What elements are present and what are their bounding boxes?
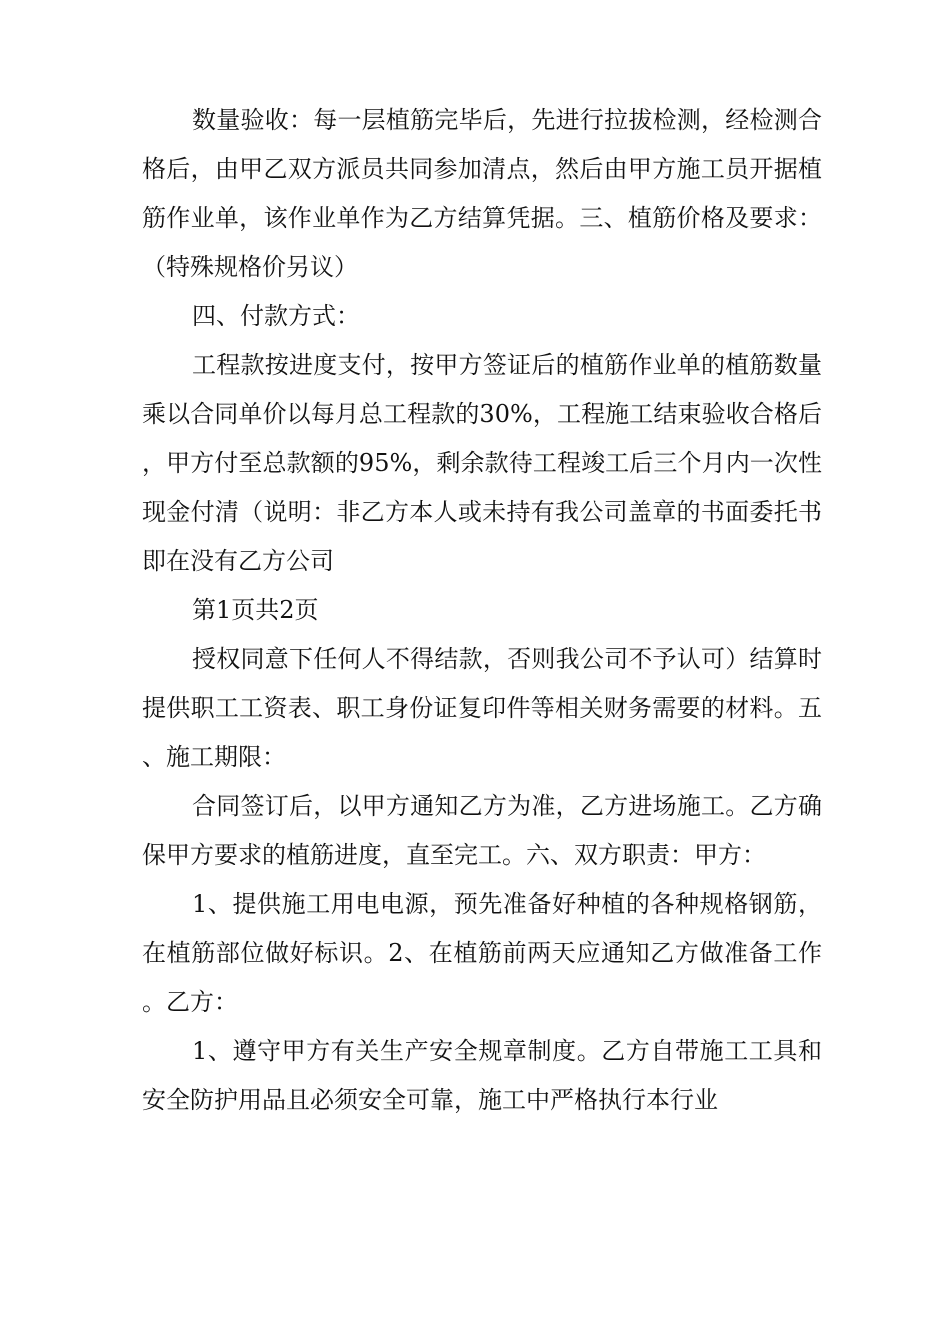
paragraph-quantity-acceptance: 数量验收：每一层植筋完毕后，先进行拉拔检测，经检测合格后，由甲乙双方派员共同参加清点，然后由甲方施工员开据植筋作业单，该作业单作为乙方结算凭据。三、植筋价格及要求：（特殊规格价另议）	[142, 106, 822, 281]
paragraph-party-a-duties: 1、提供施工用电电源，预先准备好种植的各种规格钢筋，在植筋部位做好标识。2、在植筋前两天应通知乙方做准备工作。乙方：	[142, 890, 822, 1016]
paragraph-construction-period: 合同签订后，以甲方通知乙方为准，乙方进场施工。乙方确保甲方要求的植筋进度，直至完工。六、双方职责：甲方：	[142, 792, 822, 869]
paragraph-party-b-duties: 1、遵守甲方有关生产安全规章制度。乙方自带施工工具和安全防护用品且必须安全可靠，施工中严格执行本行业	[142, 1037, 822, 1114]
paragraph-authorization: 授权同意下任何人不得结款，否则我公司不予认可）结算时提供职工工资表、职工身份证复印件等相关财务需要的材料。五、施工期限：	[142, 645, 822, 771]
page-number: 第1页共2页	[192, 596, 319, 624]
paragraph-payment-terms: 工程款按进度支付，按甲方签证后的植筋作业单的植筋数量乘以合同单价以每月总工程款的30%，工程施工结束验收合格后，甲方付至总款额的95%，剩余款待工程竣工后三个月内一次性现金付清（说明：非乙方本人或未持有我公司盖章的书面委托书即在没有乙方公司	[142, 351, 822, 575]
heading-payment-method: 四、付款方式：	[192, 302, 360, 330]
document-body	[142, 96, 822, 1125]
